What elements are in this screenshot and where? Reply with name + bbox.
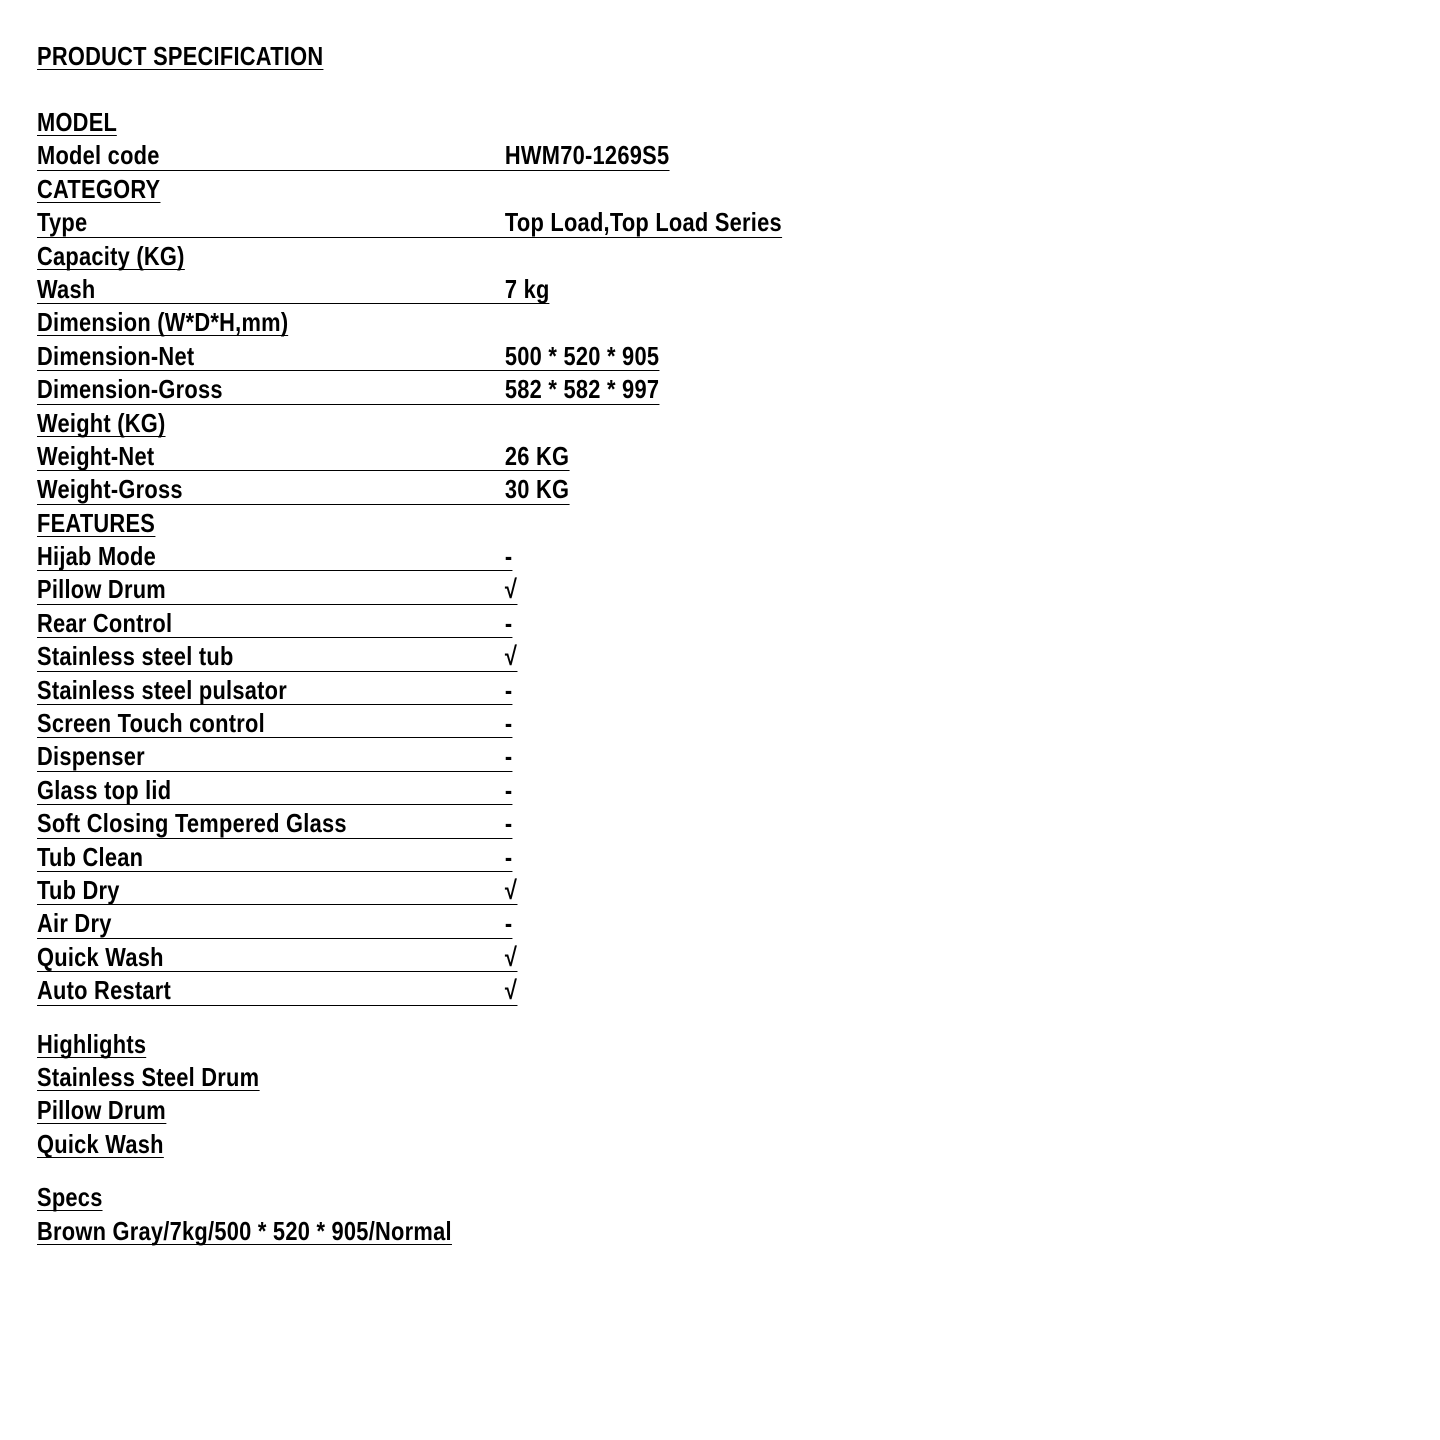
row-underline xyxy=(37,804,512,805)
highlight-item: Stainless Steel Drum xyxy=(37,1061,260,1092)
spec-value: - xyxy=(504,908,513,939)
row-underline xyxy=(37,370,659,371)
spacer xyxy=(37,1008,531,1028)
spec-row xyxy=(37,273,550,306)
spec-value: - xyxy=(504,541,513,572)
row-underline xyxy=(37,938,512,939)
spec-value: HWM70-1269S5 xyxy=(504,140,670,171)
section-heading-line-category xyxy=(37,173,452,206)
page-title: PRODUCT SPECIFICATION xyxy=(37,41,324,71)
row-underline xyxy=(37,470,570,471)
spec-row xyxy=(37,139,670,172)
row-underline xyxy=(37,237,782,238)
spec-row xyxy=(37,340,660,373)
spec-row xyxy=(37,607,513,640)
highlights-heading: Highlights xyxy=(37,1028,147,1059)
spec-value: Top Load,Top Load Series xyxy=(504,207,782,238)
spec-row xyxy=(37,740,513,773)
spec-value: - xyxy=(504,674,513,705)
spec-value: - xyxy=(504,808,513,839)
specs-heading: Specs xyxy=(37,1182,103,1213)
row-underline xyxy=(37,771,512,772)
spec-row xyxy=(37,640,518,673)
row-underline xyxy=(37,504,570,505)
spec-label: Air Dry xyxy=(37,908,112,939)
spec-label: Model code xyxy=(37,140,160,171)
spec-label: Auto Restart xyxy=(37,975,172,1006)
section-heading-line-model xyxy=(37,106,452,139)
specs-value: Brown Gray/7kg/500 * 520 * 905/Normal xyxy=(37,1215,452,1246)
spec-sections xyxy=(37,106,782,1008)
spec-row xyxy=(37,373,660,406)
spec-label: Quick Wash xyxy=(37,941,164,972)
spec-row xyxy=(37,841,513,874)
highlights-heading-line xyxy=(37,1028,452,1061)
spec-document xyxy=(37,40,782,1248)
section-heading: FEATURES xyxy=(37,507,156,538)
highlight-item: Quick Wash xyxy=(37,1128,164,1159)
spec-row xyxy=(37,941,518,974)
spec-label: Weight-Net xyxy=(37,440,155,471)
row-underline xyxy=(37,704,512,705)
spec-row xyxy=(37,774,513,807)
spec-row xyxy=(37,707,513,740)
spec-row xyxy=(37,473,570,506)
spec-label: Weight-Gross xyxy=(37,474,183,505)
specs-value-line xyxy=(37,1215,452,1248)
spacer xyxy=(37,1161,531,1181)
spec-label: Rear Control xyxy=(37,607,173,638)
spec-label: Dimension-Net xyxy=(37,340,195,371)
spec-label: Dispenser xyxy=(37,741,145,772)
section-heading-line-dimension xyxy=(37,306,452,339)
row-underline xyxy=(37,570,512,571)
highlight-item: Pillow Drum xyxy=(37,1095,166,1126)
spec-value: 30 KG xyxy=(504,474,570,505)
row-underline xyxy=(37,904,517,905)
row-underline xyxy=(37,671,517,672)
spec-value: - xyxy=(504,741,513,772)
spec-value: √ xyxy=(504,874,518,905)
spec-label: Tub Clean xyxy=(37,841,144,872)
page-title-line xyxy=(37,40,452,80)
spec-value: 500 * 520 * 905 xyxy=(504,340,660,371)
spec-label: Dimension-Gross xyxy=(37,374,223,405)
spec-label: Stainless steel pulsator xyxy=(37,674,288,705)
row-underline xyxy=(37,170,670,171)
specs-heading-line xyxy=(37,1181,452,1214)
row-underline xyxy=(37,303,549,304)
spec-row xyxy=(37,540,513,573)
spec-value: - xyxy=(504,774,513,805)
row-underline xyxy=(37,971,517,972)
spec-label: Tub Dry xyxy=(37,874,120,905)
row-underline xyxy=(37,637,512,638)
row-underline xyxy=(37,404,659,405)
spacer xyxy=(37,80,531,106)
section-heading-line-features xyxy=(37,507,452,540)
spec-value: √ xyxy=(504,641,518,672)
spec-row xyxy=(37,674,513,707)
section-heading: Dimension (W*D*H,mm) xyxy=(37,307,289,338)
spec-label: Hijab Mode xyxy=(37,541,157,572)
spec-value: √ xyxy=(504,975,518,1006)
row-underline xyxy=(37,1005,517,1006)
spec-value: √ xyxy=(504,574,518,605)
row-underline xyxy=(37,604,517,605)
section-heading: Weight (KG) xyxy=(37,407,166,438)
spec-row xyxy=(37,573,518,606)
section-heading-line-capacity xyxy=(37,240,452,273)
spec-value: 26 KG xyxy=(504,440,570,471)
section-heading: Capacity (KG) xyxy=(37,240,185,271)
spec-label: Soft Closing Tempered Glass xyxy=(37,808,347,839)
spec-row xyxy=(37,907,513,940)
spec-label: Stainless steel tub xyxy=(37,641,234,672)
spec-row xyxy=(37,974,518,1007)
spec-label: Screen Touch control xyxy=(37,708,265,739)
spec-label: Glass top lid xyxy=(37,774,172,805)
spec-value: 582 * 582 * 997 xyxy=(504,374,660,405)
spec-value: - xyxy=(504,841,513,872)
spec-value: - xyxy=(504,607,513,638)
spec-row xyxy=(37,807,513,840)
spec-value: √ xyxy=(504,941,518,972)
spec-label: Pillow Drum xyxy=(37,574,166,605)
row-underline xyxy=(37,871,512,872)
spec-value: 7 kg xyxy=(504,273,550,304)
row-underline xyxy=(37,838,512,839)
section-heading-line-weight xyxy=(37,407,452,440)
spec-row xyxy=(37,874,518,907)
spec-value: - xyxy=(504,708,513,739)
section-heading: CATEGORY xyxy=(37,173,161,204)
spec-row xyxy=(37,440,570,473)
spec-label: Type xyxy=(37,207,88,238)
section-heading: MODEL xyxy=(37,107,118,137)
spec-label: Wash xyxy=(37,273,96,304)
spec-row xyxy=(37,206,782,239)
row-underline xyxy=(37,737,512,738)
